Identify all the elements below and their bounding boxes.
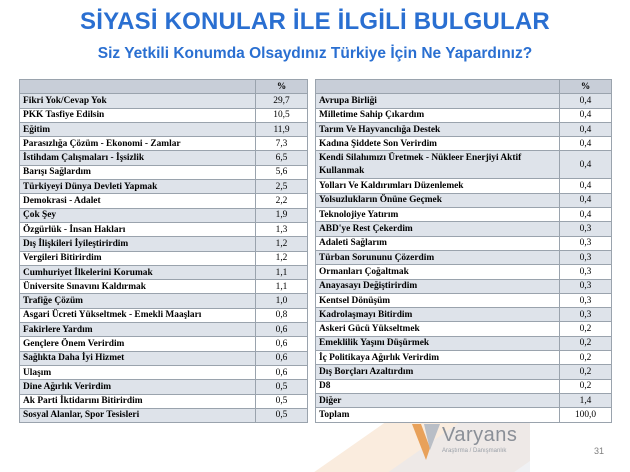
row-percent: 0,4 [560, 94, 612, 108]
row-percent: 0,4 [560, 179, 612, 193]
row-percent: 2,5 [256, 180, 308, 194]
row-label: Askeri Gücü Yükseltmek [316, 322, 560, 336]
table-row [316, 336, 612, 350]
row-label: Dış Borçları Azaltırdım [316, 365, 560, 379]
table-row [20, 380, 308, 394]
table-row [20, 294, 308, 308]
row-percent: 7,3 [256, 137, 308, 151]
row-percent: 0,4 [560, 108, 612, 122]
row-percent: 0,3 [560, 293, 612, 307]
table-row [316, 293, 612, 307]
row-label: ABD'ye Rest Çekerdim [316, 222, 560, 236]
table-row [316, 208, 612, 222]
row-percent: 1,2 [256, 237, 308, 251]
row-percent: 0,3 [560, 236, 612, 250]
row-label: Ulaşım [20, 365, 256, 379]
row-percent: 0,3 [560, 265, 612, 279]
table-row [316, 351, 612, 365]
varyans-logo [412, 424, 532, 464]
table-row [20, 151, 308, 165]
row-percent: 0,6 [256, 323, 308, 337]
row-label: Teknolojiye Yatırım [316, 208, 560, 222]
row-label: Diğer [316, 393, 560, 407]
row-label: Cumhuriyet İlkelerini Korumak [20, 265, 256, 279]
row-percent: 0,3 [560, 279, 612, 293]
table-row [20, 308, 308, 322]
row-percent: 0,4 [560, 208, 612, 222]
table-row [316, 265, 612, 279]
header-label [316, 80, 560, 94]
table-row [316, 279, 612, 293]
logo-wordmark: Varyans [442, 424, 518, 446]
table-row [316, 408, 612, 422]
row-percent: 0,6 [256, 351, 308, 365]
row-percent: 0,2 [560, 336, 612, 350]
table-row [20, 208, 308, 222]
table-row [20, 180, 308, 194]
table-row [20, 165, 308, 179]
header-percent: % [560, 80, 612, 94]
table-header-row [316, 80, 612, 94]
table-row [20, 194, 308, 208]
row-label: Asgari Ücreti Yükseltmek - Emekli Maaşları [20, 308, 256, 322]
table-row [316, 108, 612, 122]
row-label: Kentsel Dönüşüm [316, 293, 560, 307]
header-percent: % [256, 80, 308, 94]
page-title: SİYASİ KONULAR İLE İLGİLİ BULGULAR [80, 8, 550, 35]
row-label: Parasızlığa Çözüm - Ekonomi - Zamlar [20, 137, 256, 151]
row-label: Dine Ağırlık Verirdim [20, 380, 256, 394]
row-label: Fakirlere Yardım [20, 323, 256, 337]
row-label: Adaleti Sağlarım [316, 236, 560, 250]
row-percent: 1,1 [256, 265, 308, 279]
right-table [315, 79, 612, 423]
row-percent: 100,0 [560, 408, 612, 422]
row-label: Kendi Silahımızı Üretmek - Nükleer Enerjiyi Aktif Kullanmak [316, 151, 560, 179]
row-percent: 0,8 [256, 308, 308, 322]
table-row [316, 137, 612, 151]
row-label: Kadrolaşmayı Bitirdim [316, 308, 560, 322]
row-percent: 0,3 [560, 222, 612, 236]
varyans-logo-mark-icon [412, 424, 440, 460]
row-label: Eğitim [20, 122, 256, 136]
row-label: Fikri Yok/Cevap Yok [20, 94, 256, 108]
row-label: Ak Parti İktidarını Bitirirdim [20, 394, 256, 408]
row-label: Sağlıkta Daha İyi Hizmet [20, 351, 256, 365]
row-label: İç Politikaya Ağırlık Verirdim [316, 351, 560, 365]
row-percent: 0,2 [560, 322, 612, 336]
row-label: Türkiyeyi Dünya Devleti Yapmak [20, 180, 256, 194]
row-percent: 0,5 [256, 408, 308, 422]
logo-tagline: Araştırma / Danışmanlık [442, 448, 507, 454]
table-row [316, 236, 612, 250]
table-row [316, 193, 612, 207]
row-label: Tarım Ve Hayvancılığa Destek [316, 122, 560, 136]
table-row [316, 365, 612, 379]
row-label: Anayasayı Değiştirirdim [316, 279, 560, 293]
row-label: Yolları Ve Kaldırımları Düzenlemek [316, 179, 560, 193]
row-percent: 0,4 [560, 151, 612, 179]
row-percent: 0,5 [256, 380, 308, 394]
table-row [20, 337, 308, 351]
row-label: Üniversite Sınavını Kaldırmak [20, 280, 256, 294]
row-percent: 6,5 [256, 151, 308, 165]
row-percent: 0,2 [560, 379, 612, 393]
table-row [316, 322, 612, 336]
table-row [20, 108, 308, 122]
row-label: Vergileri Bitirirdim [20, 251, 256, 265]
row-label: PKK Tasfiye Edilsin [20, 108, 256, 122]
row-percent: 5,6 [256, 165, 308, 179]
row-label: Milletime Sahip Çıkardım [316, 108, 560, 122]
table-header-row [20, 80, 308, 94]
row-percent: 0,6 [256, 365, 308, 379]
row-label: Gençlere Önem Verirdim [20, 337, 256, 351]
table-row [20, 351, 308, 365]
row-label: Emeklilik Yaşını Düşürmek [316, 336, 560, 350]
row-label: Özgürlük - İnsan Hakları [20, 222, 256, 236]
table-row [316, 250, 612, 264]
row-percent: 0,4 [560, 137, 612, 151]
row-label: Demokrasi - Adalet [20, 194, 256, 208]
table-row [20, 394, 308, 408]
table-row [20, 280, 308, 294]
row-percent: 1,4 [560, 393, 612, 407]
table-row [20, 137, 308, 151]
row-percent: 1,0 [256, 294, 308, 308]
row-percent: 0,5 [256, 394, 308, 408]
row-percent: 1,1 [256, 280, 308, 294]
page-subtitle: Siz Yetkili Konumda Olsaydınız Türkiye İçin Ne Yapardınız? [97, 45, 533, 62]
table-row [20, 323, 308, 337]
table-row [20, 222, 308, 236]
left-table [19, 79, 308, 423]
table-row [316, 179, 612, 193]
row-label: Kadına Şiddete Son Verirdim [316, 137, 560, 151]
table-row [20, 94, 308, 108]
row-label: Trafiğe Çözüm [20, 294, 256, 308]
row-percent: 1,2 [256, 251, 308, 265]
row-label: Avrupa Birliği [316, 94, 560, 108]
row-percent: 0,2 [560, 351, 612, 365]
table-row [316, 151, 612, 179]
row-label: Barışı Sağlardım [20, 165, 256, 179]
row-label: Ormanları Çoğaltmak [316, 265, 560, 279]
row-label: İstihdam Çalışmaları - İşsizlik [20, 151, 256, 165]
row-percent: 0,2 [560, 365, 612, 379]
row-percent: 2,2 [256, 194, 308, 208]
row-label: Dış İlişkileri İyileştirirdim [20, 237, 256, 251]
row-label: Toplam [316, 408, 560, 422]
row-label: Çok Şey [20, 208, 256, 222]
row-percent: 0,4 [560, 122, 612, 136]
row-percent: 29,7 [256, 94, 308, 108]
row-label: Yolsuzlukların Önüne Geçmek [316, 193, 560, 207]
row-percent: 11,9 [256, 122, 308, 136]
table-row [316, 122, 612, 136]
row-label: Türban Sorununu Çözerdim [316, 250, 560, 264]
table-row [20, 265, 308, 279]
row-label: Sosyal Alanlar, Spor Tesisleri [20, 408, 256, 422]
table-row [316, 379, 612, 393]
table-row [316, 94, 612, 108]
row-percent: 0,4 [560, 193, 612, 207]
table-row [20, 251, 308, 265]
table-row [316, 222, 612, 236]
row-percent: 0,3 [560, 308, 612, 322]
header-label [20, 80, 256, 94]
row-percent: 1,9 [256, 208, 308, 222]
table-row [20, 237, 308, 251]
table-row [316, 393, 612, 407]
table-row [316, 308, 612, 322]
row-percent: 0,6 [256, 337, 308, 351]
row-percent: 0,3 [560, 250, 612, 264]
page-number: 31 [594, 446, 605, 456]
table-row [20, 365, 308, 379]
table-row [20, 122, 308, 136]
table-row [20, 408, 308, 422]
row-label: D8 [316, 379, 560, 393]
row-percent: 10,5 [256, 108, 308, 122]
row-percent: 1,3 [256, 222, 308, 236]
